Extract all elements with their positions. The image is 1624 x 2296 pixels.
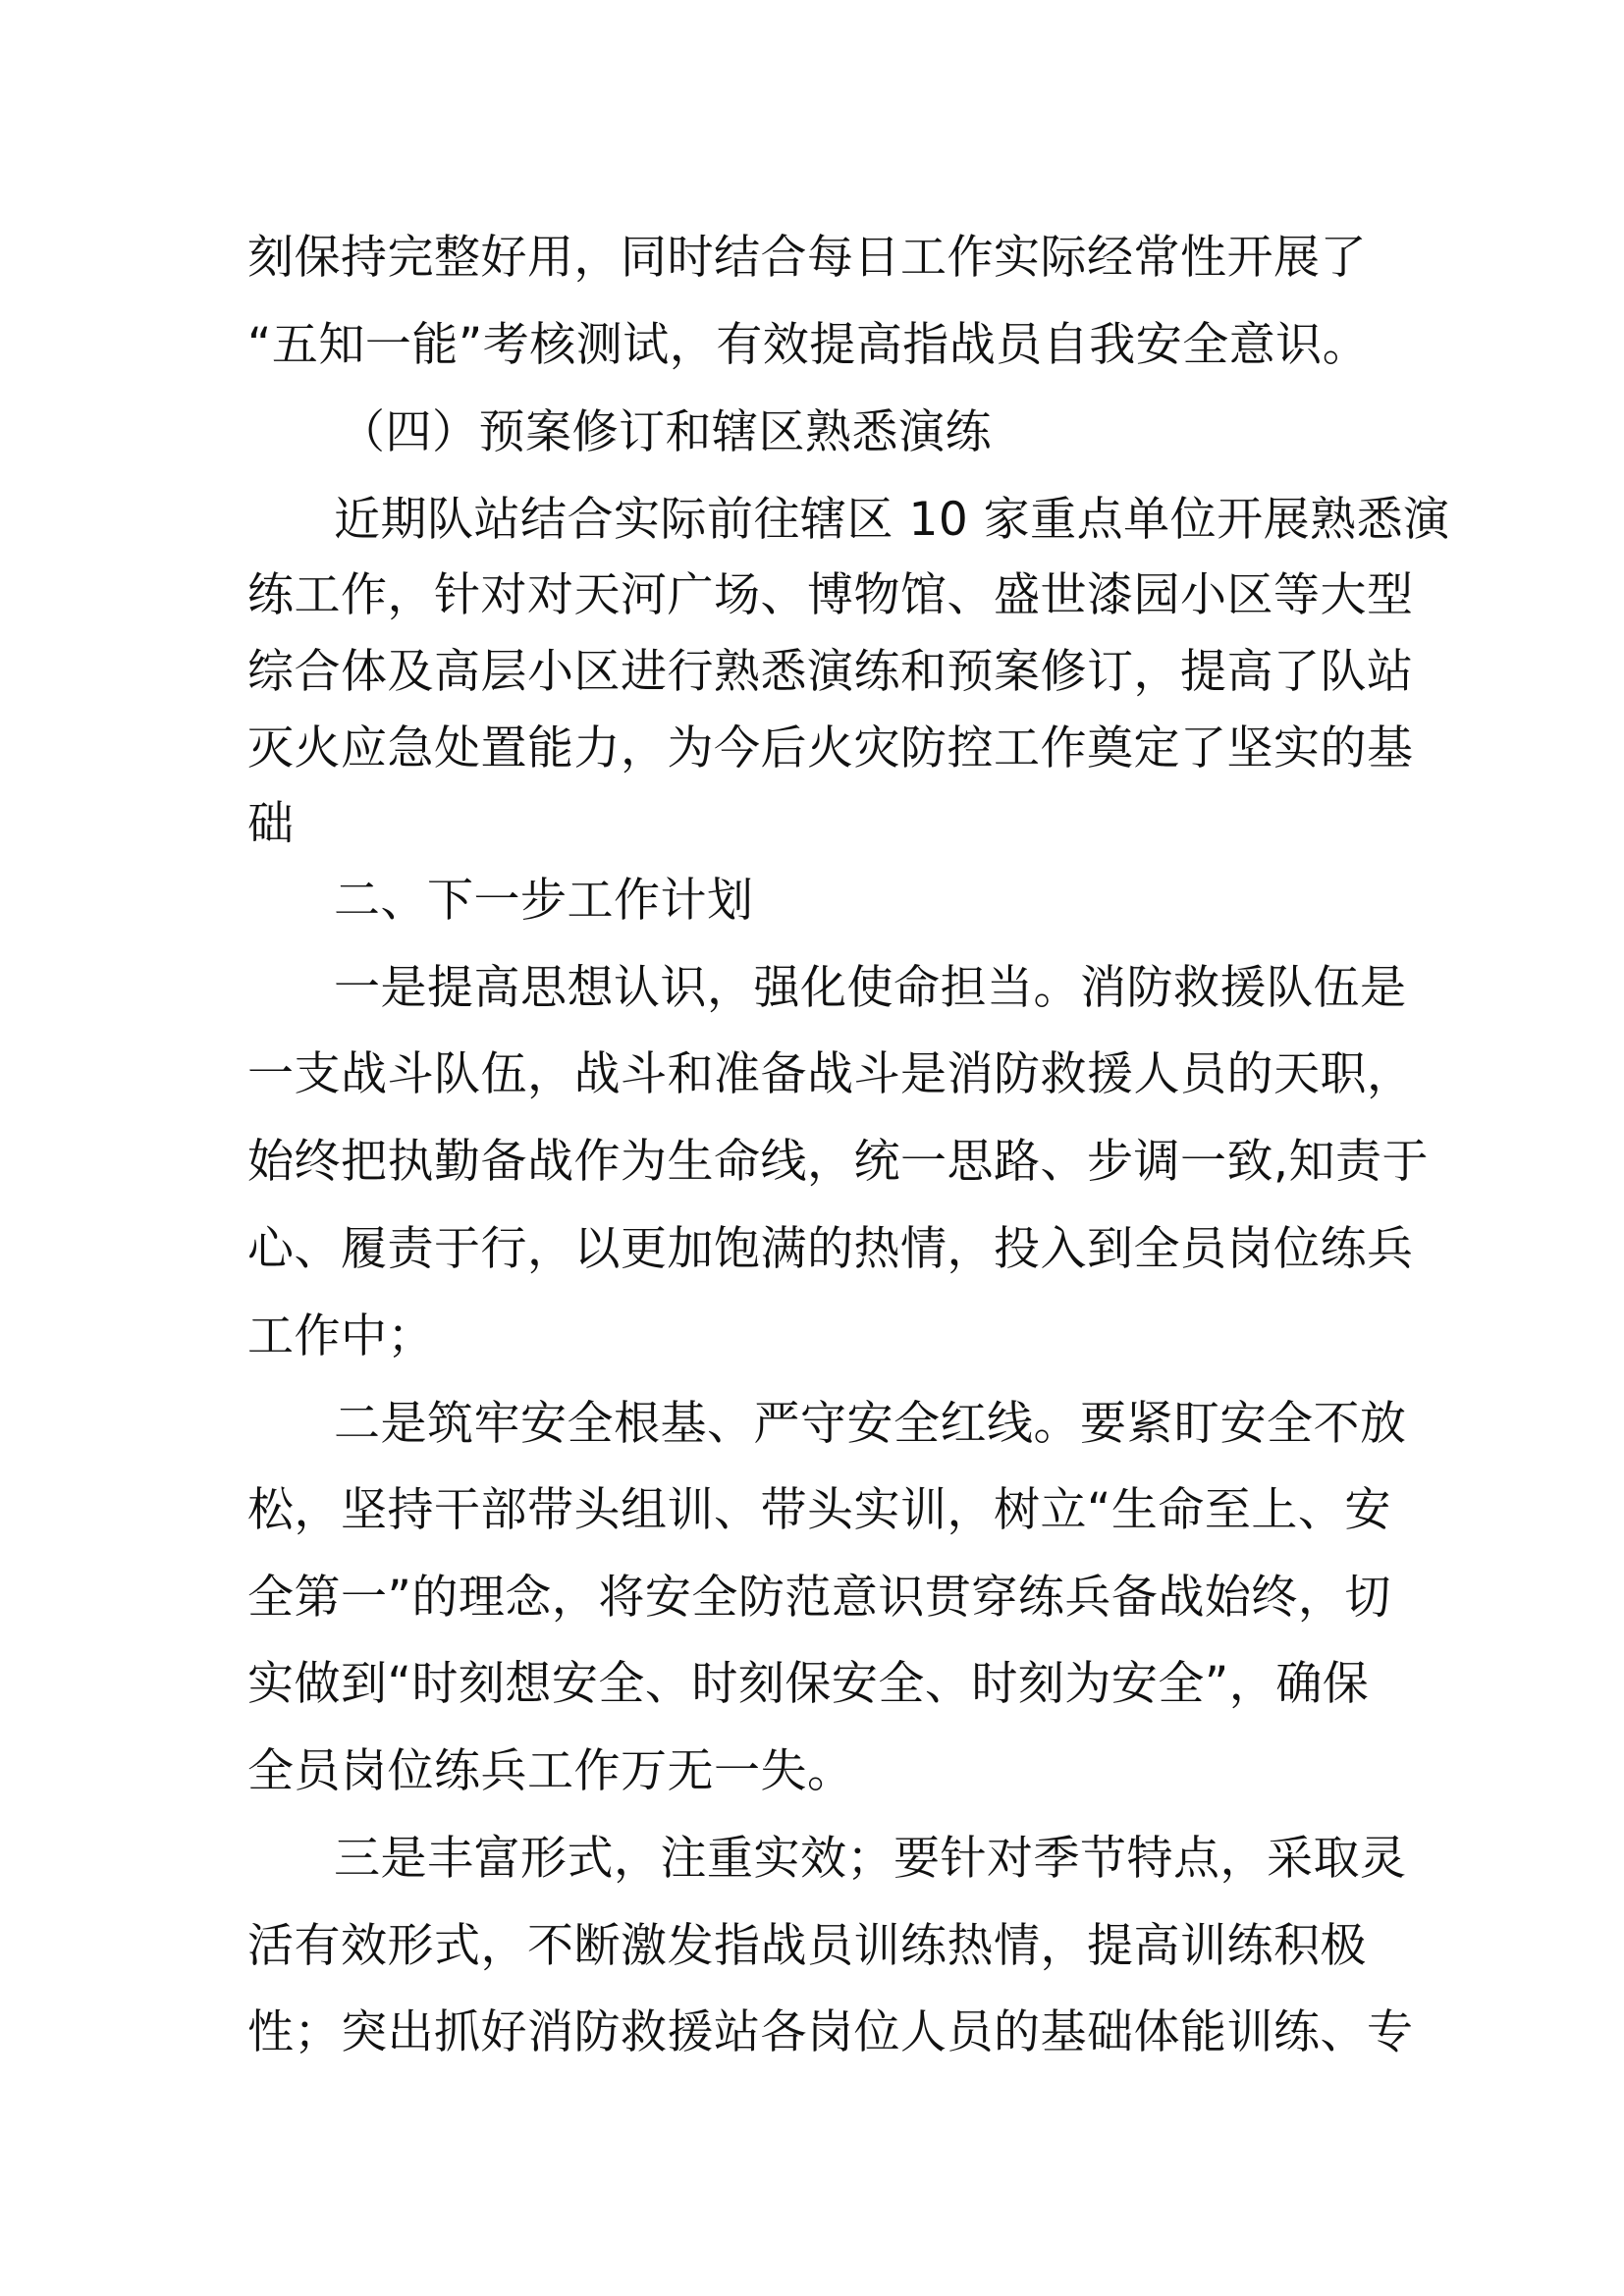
text-line: 工作中； xyxy=(247,1309,434,1363)
text-line: 活有效形式，不断激发指战员训练热情，提高训练积极 xyxy=(247,1919,1367,1973)
text-line: 灭火应急处置能力，为今后火灾防控工作奠定了坚实的基 xyxy=(247,721,1414,775)
text-line: 综合体及高层小区进行熟悉演练和预案修订，提高了队站 xyxy=(247,645,1414,699)
text-line: 全第一”的理念，将安全防范意识贯穿练兵备战始终，切 xyxy=(247,1571,1391,1625)
text-line: 刻保持完整好用，同时结合每日工作实际经常性开展了 xyxy=(247,231,1367,285)
text-line: 松，坚持干部带头组训、带头实训，树立“生命至上、安 xyxy=(247,1483,1391,1537)
text-line: 全员岗位练兵工作万无一失。 xyxy=(247,1744,854,1798)
text-line: 三是丰富形式，注重实效；要针对季节特点，采取灵 xyxy=(334,1832,1407,1886)
section-heading: 二、下一步工作计划 xyxy=(334,874,754,928)
text-line: 近期队站结合实际前往辖区 10 家重点单位开展熟悉演 xyxy=(334,493,1450,547)
text-line: 心、履责于行，以更加饱满的热情，投入到全员岗位练兵 xyxy=(247,1222,1414,1276)
text-line: 二是筑牢安全根基、严守安全红线。要紧盯安全不放 xyxy=(334,1397,1407,1451)
section-heading: （四）预案修订和辖区熟悉演练 xyxy=(339,405,992,459)
text-line: 础 xyxy=(247,797,295,851)
text-line: 性；突出抓好消防救援站各岗位人员的基础体能训练、专 xyxy=(247,2005,1414,2059)
text-line: 实做到“时刻想安全、时刻保安全、时刻为安全”，确保 xyxy=(247,1657,1370,1711)
text-line: “五知一能”考核测试，有效提高指战员自我安全意识。 xyxy=(247,318,1370,372)
text-line: 一支战斗队伍，战斗和准备战斗是消防救援人员的天职， xyxy=(247,1047,1414,1101)
text-line: 一是提高思想认识，强化使命担当。消防救援队伍是 xyxy=(334,961,1407,1015)
text-line: 始终把执勤备战作为生命线，统一思路、步调一致,知责于 xyxy=(247,1135,1429,1189)
text-line: 练工作，针对对天河广场、博物馆、盛世漆园小区等大型 xyxy=(247,568,1414,622)
